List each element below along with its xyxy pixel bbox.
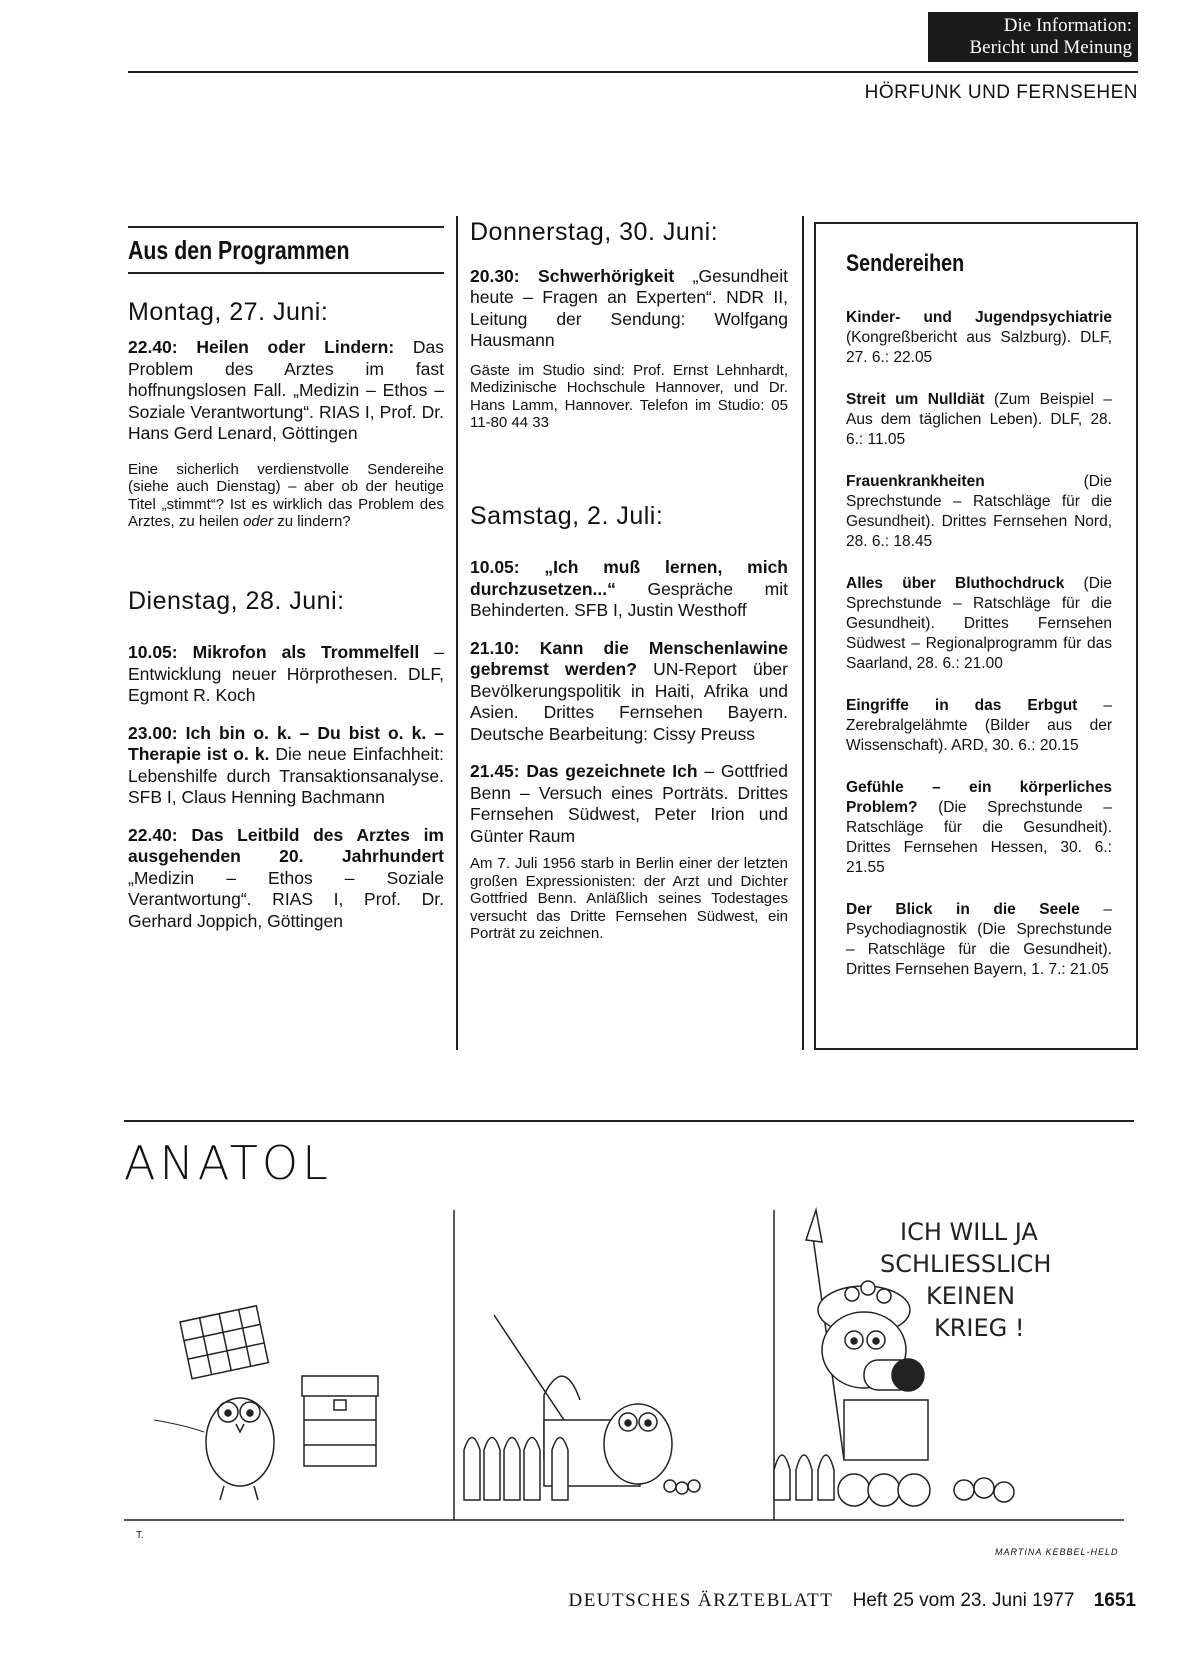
- series-item-title: Streit um Nulldiät: [846, 391, 985, 408]
- day-heading-thursday: Donnerstag, 30. Juni:: [470, 218, 719, 246]
- program-note: Gäste im Studio sind: Prof. Ernst Lehnhardt, Medizinische Hochschule Hannover, und Dr. Hans Lamm, Hannover. Telefon im Studio: 05 11-80 44 33: [470, 361, 788, 431]
- comic-strip: [124, 1200, 1134, 1540]
- magazine-name: DEUTSCHES ÄRZTEBLATT: [568, 1590, 834, 1611]
- series-item: [846, 472, 1112, 552]
- program-item-text: „Medizin – Ethos – Soziale Verantwortung“. RIAS I, Prof. Dr. Gerhard Joppich, Göttingen: [128, 867, 444, 931]
- program-item: [470, 638, 788, 746]
- program-item-title: 23.00: Ich bin o. k. – Du bist o. k. – Therapie ist o. k.: [128, 722, 444, 764]
- program-item: [128, 825, 444, 933]
- speech-line-2: SCHLIESSLICH: [880, 1250, 1052, 1278]
- column-1: [128, 235, 444, 948]
- artist-signature: MARTINA KEBBEL-HELD: [995, 1547, 1119, 1557]
- series-box-title: Sendereihen: [846, 250, 965, 277]
- series-item-text: (Kongreßbericht aus Salzburg). DLF, 27. 6.: 22.05: [846, 329, 1112, 366]
- program-item: [470, 266, 788, 352]
- header-badge-line1: Die Information:: [1003, 15, 1132, 36]
- owl-with-crate-icon: [154, 1306, 274, 1500]
- column-divider-left: [456, 216, 458, 1050]
- page-number: 1651: [1093, 1590, 1136, 1611]
- series-item-text: (Die Sprechstunde – Ratschläge für die Gesundheit). Drittes Fernsehen Südwest – Regionalprogramm für das Saarland, 28. 6.: 21.00: [846, 575, 1112, 672]
- program-item: [470, 557, 788, 622]
- program-item-text: „Gesundheit heute – Fragen an Experten“. NDR II, Leitung der Sendung: Wolfgang Hausmann: [470, 265, 788, 350]
- editorial-comment: [128, 461, 444, 531]
- program-item-title: 21.45: Das gezeichnete Ich: [470, 761, 698, 781]
- series-item: [846, 696, 1112, 756]
- programs-title: Aus den Programmen: [128, 235, 350, 265]
- column-divider-right: [802, 216, 804, 1050]
- day-heading-monday: Montag, 27. Juni:: [128, 297, 329, 326]
- header-rule: [128, 71, 1138, 73]
- series-item-title: Kinder- und Jugendpsychiatrie: [846, 309, 1112, 326]
- header-badge: [928, 12, 1138, 62]
- program-item-title: 21.10: Kann die Menschenlawine gebremst werden?: [470, 637, 788, 679]
- day-heading-tuesday: Dienstag, 28. Juni:: [128, 586, 345, 615]
- speech-line-3: KEINEN: [926, 1282, 1016, 1310]
- series-item: [846, 574, 1112, 674]
- day-heading-saturday: Samstag, 2. Juli:: [470, 501, 664, 530]
- program-item: [128, 723, 444, 809]
- series-item-title: Eingriffe in das Erbgut: [846, 697, 1078, 714]
- header-badge-line2: Bericht und Meinung: [969, 37, 1132, 58]
- program-item-title: 22.40: Heilen oder Lindern:: [128, 337, 395, 357]
- series-item-text: – Zerebralgelähmte (Bilder aus der Wissenschaft). ARD, 30. 6.: 20.15: [846, 697, 1113, 754]
- col1-top-rule: [128, 226, 444, 228]
- program-item-text: – Gottfried Benn – Versuch eines Porträts. Drittes Fernsehen Südwest, Peter Irion und Günter Raum: [470, 761, 788, 846]
- comment-text: Eine sicherlich verdienstvolle Sendereihe (siehe auch Dienstag) – aber ob der heutige Titel „stimmt“? Ist es wirklich das Problem des Arztes, zu heilen: [128, 460, 444, 530]
- program-item-title: 20.30: Schwerhörigkeit: [470, 265, 675, 286]
- program-item-text: – Entwicklung neuer Hörprothesen. DLF, Egmont R. Koch: [128, 642, 444, 705]
- program-item-title: 10.05: „Ich muß lernen, mich durchzusetzen...“: [470, 557, 788, 599]
- programs-title-rule: [128, 272, 444, 274]
- program-item: [128, 337, 444, 445]
- speech-line-1: ICH WILL JA: [900, 1218, 1038, 1246]
- series-item: [846, 308, 1112, 368]
- series-item-title: Alles über Bluthochdruck: [846, 575, 1065, 592]
- series-item: [846, 390, 1112, 450]
- series-item: [846, 900, 1112, 980]
- series-item-title: Frauenkrankheiten: [846, 473, 985, 490]
- series-box: [814, 222, 1138, 1050]
- issue-info: Heft 25 vom 23. Juni 1977: [852, 1590, 1075, 1611]
- program-item-text: UN-Report über Bevölkerungspolitik in Haiti, Afrika und Asien. Drittes Fernsehen Bayern. Deutsche Bearbeitung: Cissy Preuss: [470, 659, 788, 744]
- series-item-title: Gefühle – ein körperliches Problem?: [846, 779, 1112, 816]
- chest-icon: [302, 1376, 378, 1466]
- program-item-title: 10.05: Mikrofon als Trommelfell: [128, 642, 420, 662]
- program-note: Am 7. Juli 1956 starb in Berlin einer der letzten großen Expressionisten: der Arzt und Dichter Gottfried Benn. Anläßlich seines Todestages versucht das Dritte Fernsehen Südwest, ein Porträt zu zeichnen.: [470, 855, 788, 942]
- panel-signature: T.: [136, 1530, 144, 1541]
- series-item-text: (Die Sprechstunde – Ratschläge für die Gesundheit). Drittes Fernsehen Nord, 28. 6.: 18.45: [846, 473, 1112, 550]
- column-2: [470, 218, 788, 959]
- section-title: HÖRFUNK UND FERNSEHEN: [864, 82, 1138, 103]
- program-item-text: Das Problem des Arztes im fast hoffnungslosen Fall. „Medizin – Ethos – Soziale Verantwortung“. RIAS I, Prof. Dr. Hans Gerd Lenard, Göttingen: [128, 337, 444, 443]
- speech-line-4: KRIEG !: [934, 1314, 1025, 1342]
- comment-emphasis: oder: [243, 513, 274, 530]
- owl-with-missiles-icon: [464, 1315, 700, 1500]
- series-item-text: (Die Sprechstunde – Ratschläge für die Gesundheit). Drittes Fernsehen Hessen, 30. 6.: 21.55: [846, 799, 1112, 876]
- program-item-text: Die neue Einfachheit: Lebenshilfe durch Transaktionsanalyse. SFB I, Claus Henning Bachmann: [128, 744, 444, 807]
- series-item-text: (Zum Beispiel – Aus dem täglichen Leben). DLF, 28. 6.: 11.05: [846, 391, 1112, 448]
- comic-title: ANATOL: [124, 1136, 332, 1190]
- comment-text-end: zu lindern?: [273, 513, 351, 530]
- program-item: [470, 761, 788, 847]
- page-footer: [500, 1590, 1136, 1612]
- series-item-title: Der Blick in die Seele: [846, 901, 1080, 918]
- program-item: [128, 642, 444, 707]
- comic-top-rule: [124, 1120, 1134, 1122]
- program-item-text: Gespräche mit Behinderten. SFB I, Justin Westhoff: [470, 578, 788, 620]
- series-item-text: – Psychodiagnostik (Die Sprechstunde – Ratschläge für die Gesundheit). Drittes Fernsehen Bayern, 1. 7.: 21.05: [846, 901, 1112, 978]
- program-item-title: 22.40: Das Leitbild des Arztes im ausgehenden 20. Jahrhundert: [128, 824, 444, 866]
- series-item: [846, 778, 1112, 878]
